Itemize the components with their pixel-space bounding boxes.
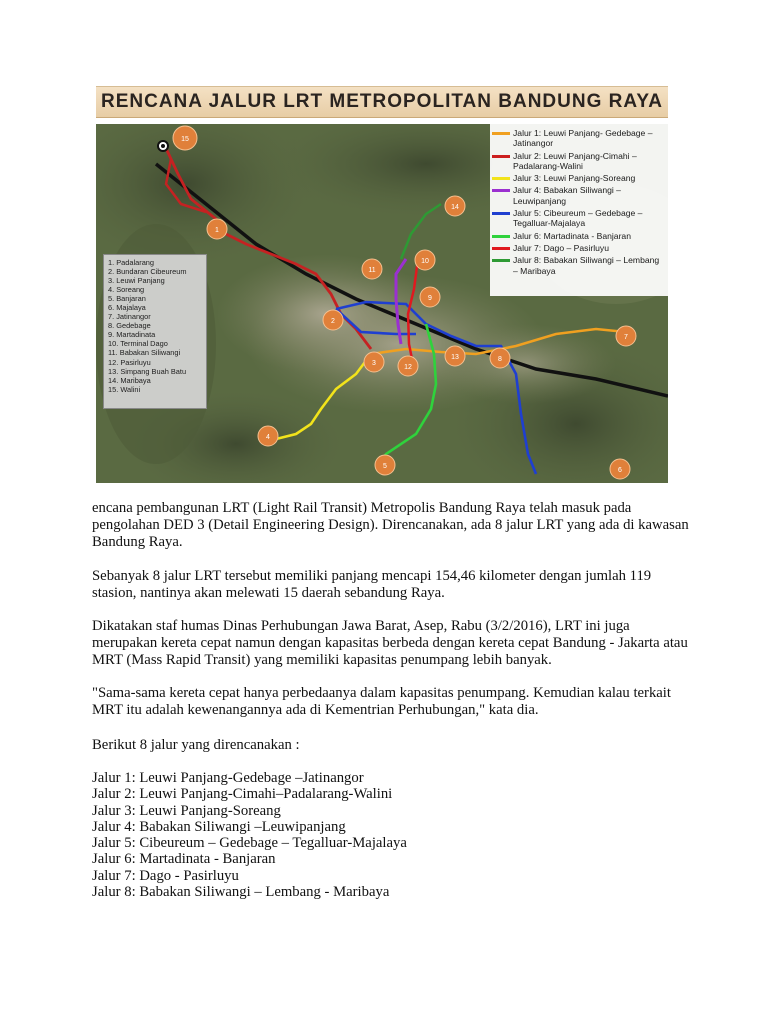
article-paragraph-1 (92, 500, 692, 551)
svg-text:13: 13 (451, 354, 459, 361)
map-title-banner (96, 86, 668, 118)
route-legend-item (492, 243, 664, 253)
route-legend-label: Jalur 4: Babakan Siliwangi – Leuwipanjang (513, 185, 621, 206)
jalur-list-item: Jalur 3: Leuwi Panjang-Soreang (92, 802, 281, 819)
marker-2 (323, 310, 343, 330)
area-legend-item: 12. Pasirluyu (108, 357, 151, 367)
route-legend-label: Jalur 2: Leuwi Panjang-Cimahi – Padalarang-Walini (513, 150, 637, 171)
marker-4 (258, 426, 278, 446)
svg-text:8: 8 (498, 356, 502, 363)
area-legend-item: 11. Babakan Siliwangi (108, 348, 181, 358)
svg-text:3: 3 (372, 360, 376, 367)
map-title: RENCANA JALUR LRT METROPOLITAN BANDUNG RAYA (101, 91, 663, 112)
area-legend (103, 254, 207, 409)
jalur-list-item: Jalur 4: Babakan Siliwangi –Leuwipanjang (92, 818, 346, 835)
svg-text:7: 7 (624, 334, 628, 341)
area-legend-item: 2. Bundaran Cibeureum (108, 267, 187, 277)
article-text: Dikatakan staf humas Dinas Perhubungan Jawa Barat, Asep, Rabu (3/2/2016), LRT ini juga merupakan kereta cepat namun dengan kapasitas berbeda dengan kereta cepat Bandung - Jakarta atau MRT (Mass Rapid Transit) yang memiliki kapasitas penumpang lebih banyak. (92, 618, 688, 668)
jalur-list-item: Jalur 6: Martadinata - Banjaran (92, 851, 276, 868)
jalur-list-item: Jalur 5: Cibeureum – Gedebage – Tegalluar-Majalaya (92, 835, 407, 852)
route-legend-label: Jalur 6: Martadinata - Banjaran (513, 230, 631, 241)
area-legend-item: 1. Padalarang (108, 258, 155, 267)
route-legend-item (492, 185, 664, 206)
svg-text:2: 2 (331, 318, 335, 325)
article-paragraph-5 (92, 737, 692, 754)
marker-1 (207, 219, 227, 239)
svg-text:4: 4 (266, 434, 270, 441)
route-color-swatch (492, 177, 510, 180)
svg-text:15: 15 (181, 136, 189, 143)
area-legend-item: 13. Simpang Buah Batu (108, 366, 187, 376)
area-legend-item: 14. Maribaya (108, 375, 151, 385)
route-legend-item (492, 208, 664, 229)
svg-text:10: 10 (421, 258, 429, 265)
route-color-swatch (492, 155, 510, 158)
svg-text:6: 6 (618, 467, 622, 474)
marker-12 (398, 356, 418, 376)
route-legend-item (492, 231, 664, 241)
route-legend-label: Jalur 3: Leuwi Panjang-Soreang (513, 173, 636, 184)
route-legend-label: Jalur 8: Babakan Siliwangi – Lembang – Maribaya (513, 255, 660, 276)
marker-3 (364, 352, 384, 372)
svg-text:1: 1 (215, 227, 219, 234)
route-color-swatch (492, 189, 510, 192)
route-legend-label: Jalur 1: Leuwi Panjang- Gedebage – Jatinangor (513, 128, 653, 149)
jalur-list (92, 770, 692, 900)
area-legend-item: 6. Majalaya (108, 303, 146, 313)
route-color-swatch (492, 259, 510, 262)
marker-8 (490, 348, 510, 368)
article-paragraph-3 (92, 618, 692, 669)
svg-text:11: 11 (368, 267, 376, 274)
route-legend-item (492, 173, 664, 183)
route-legend-item (492, 128, 664, 149)
route-legend (490, 124, 668, 296)
marker-5 (375, 455, 395, 475)
article-paragraph-2 (92, 568, 692, 602)
marker-15 (173, 126, 197, 150)
article-paragraph-4 (92, 685, 692, 719)
route-color-swatch (492, 132, 510, 135)
article-text: Sebanyak 8 jalur LRT tersebut memiliki panjang mencapi 154,46 kilometer dengan jumlah 119 stasion, nantinya akan melewati 15 daerah sebandung Raya. (92, 568, 652, 601)
route-color-swatch (492, 235, 510, 238)
article-text: "Sama-sama kereta cepat hanya perbedaanya dalam kapasitas penumpang. Kemudian kalau terkait MRT itu adalah kewenangannya ada di Kementrian Perhubungan," kata dia. (92, 685, 671, 718)
marker-11 (362, 259, 382, 279)
area-legend-item: 15. Walini (108, 384, 141, 394)
svg-text:12: 12 (404, 364, 412, 371)
area-legend-item: 10. Terminal Dago (108, 339, 168, 349)
svg-text:9: 9 (428, 295, 432, 302)
svg-text:5: 5 (383, 463, 387, 470)
area-legend-item: 3. Leuwi Panjang (108, 276, 165, 286)
jalur-list-item: Jalur 2: Leuwi Panjang-Cimahi–Padalarang-Walini (92, 786, 393, 803)
route-legend-label: Jalur 5: Cibeureum – Gedebage – Tegalluar-Majalaya (513, 208, 643, 229)
route-color-swatch (492, 212, 510, 215)
article-text: Berikut 8 jalur yang direncanakan : (92, 737, 300, 753)
marker-7 (616, 326, 636, 346)
route-color-swatch (492, 247, 510, 250)
route-legend-item (492, 255, 664, 276)
lrt-route-map (96, 124, 668, 483)
marker-6 (610, 459, 630, 479)
jalur-list-item: Jalur 8: Babakan Siliwangi – Lembang - Maribaya (92, 884, 390, 901)
area-legend-item: 8. Gedebage (108, 321, 151, 331)
area-legend-item: 5. Banjaran (108, 294, 146, 304)
marker-9 (420, 287, 440, 307)
marker-10 (415, 250, 435, 270)
jalur-list-item: Jalur 1: Leuwi Panjang-Gedebage –Jatinangor (92, 770, 364, 786)
route-legend-item (492, 151, 664, 172)
marker-14 (445, 196, 465, 216)
area-legend-item: 9. Martadinata (108, 330, 156, 340)
marker-13 (445, 346, 465, 366)
svg-text:14: 14 (451, 204, 459, 211)
area-legend-item: 4. Soreang (108, 285, 145, 295)
area-legend-item: 7. Jatinangor (108, 312, 151, 322)
jalur-list-item: Jalur 7: Dago - Pasirluyu (92, 867, 239, 884)
article-text: encana pembangunan LRT (Light Rail Transit) Metropolis Bandung Raya telah masuk pada pengolahan DED 3 (Detail Engineering Design). Direncanakan, ada 8 jalur LRT yang ada di kawasan Bandung Raya. (92, 500, 689, 550)
route-legend-label: Jalur 7: Dago – Pasirluyu (513, 242, 610, 253)
